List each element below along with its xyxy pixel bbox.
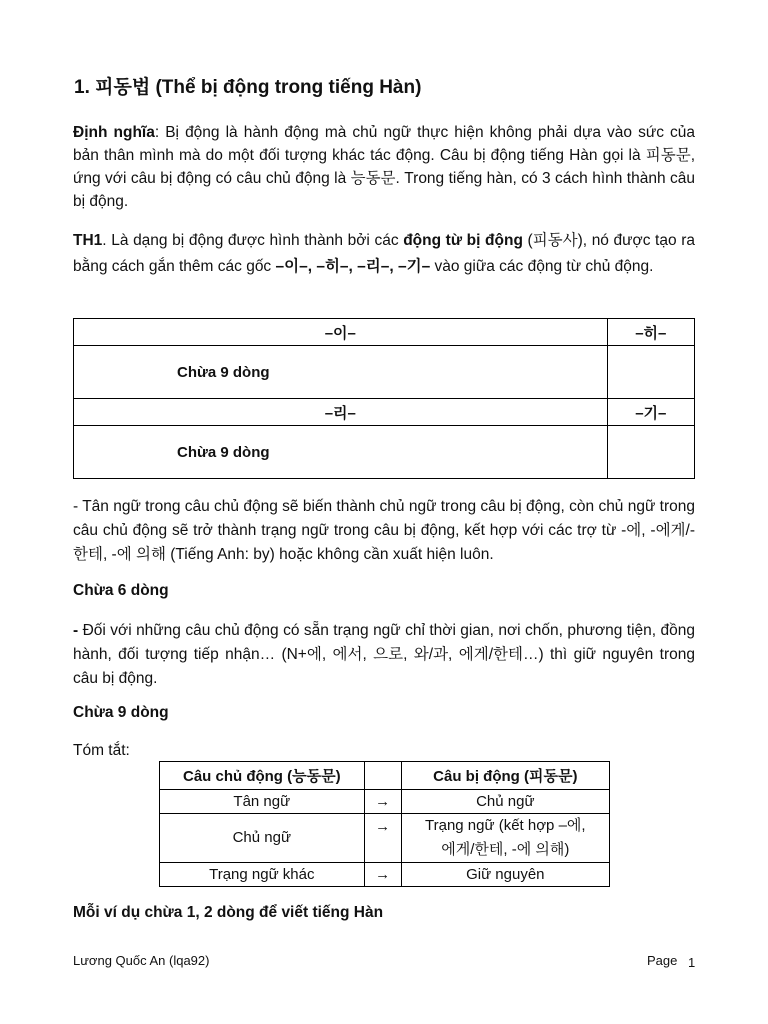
th1-text2: (피동사), nó được tạo ra bằng cách gắn thêm các gốc	[73, 232, 695, 275]
bullet-paragraph-1: - Tân ngữ trong câu chủ động sẽ biến thành chủ ngữ trong câu bị động, còn chủ ngữ trong câu chủ động sẽ trở thành trạng ngữ trong câu bị động, kết hợp với các trợ từ -에, -에게/-한테, -에 의해 (Tiếng Anh: by) hoặc không cần xuất hiện luôn.	[73, 498, 695, 563]
note-leave-6-lines: Chừa 6 dòng	[73, 582, 169, 599]
suffix-table-row	[74, 346, 695, 399]
suffix-table-row	[74, 426, 695, 479]
placeholder-text: Chừa 9 dòng	[177, 363, 270, 381]
arrow-icon: →	[364, 790, 401, 814]
passive-voice-header: Câu bị động (피동문)	[401, 762, 609, 790]
th1-text3: vào giữa các động từ chủ động.	[430, 258, 654, 275]
summary-label: Tóm tắt:	[73, 742, 130, 759]
active-cell: Chủ ngữ	[160, 814, 365, 863]
table-row	[160, 814, 610, 863]
definition-label: Định nghĩa	[73, 124, 155, 141]
passive-cell: Giữ nguyên	[401, 863, 609, 887]
passive-cell: Chủ ngữ	[401, 790, 609, 814]
table-row	[160, 863, 610, 887]
arrow-icon: →	[364, 863, 401, 887]
suffix-table-row	[74, 399, 695, 426]
footer-page-label: Page	[647, 953, 678, 968]
th1-text1: . Là dạng bị động được hình thành bởi các	[102, 232, 404, 249]
note-leave-9-lines: Chừa 9 dòng	[73, 704, 169, 721]
active-cell: Tân ngữ	[160, 790, 365, 814]
footer-author: Lương Quốc An (lqa92)	[73, 953, 210, 968]
th1-paragraph	[73, 228, 695, 280]
empty-cell	[607, 426, 694, 479]
footer-page-number: 1	[688, 955, 696, 970]
suffix-cell: –히–	[607, 319, 694, 346]
placeholder-cell	[74, 426, 608, 479]
definition-paragraph	[73, 121, 695, 213]
th1-label: TH1	[73, 232, 103, 249]
bullet-paragraph-2	[73, 619, 695, 691]
bullet-dash: -	[73, 622, 83, 639]
bullet-text: Đối với những câu chủ động có sẵn trạng ngữ chỉ thời gian, nơi chốn, phương tiện, đồng hành, đối tượng tiếp nhận… (N+에, 에서, 으로, 와/과, 에게/한테…) thì giữ nguyên trong câu bị động.	[73, 622, 696, 687]
placeholder-text: Chừa 9 dòng	[177, 443, 270, 461]
passive-cell	[401, 814, 609, 863]
th1-bold2: –이–, –히–, –리–, –기–	[275, 258, 431, 275]
passive-cell-line-2: 에게/한테, -에 의해)	[441, 841, 570, 858]
th1-bold1: động từ bị động	[403, 232, 523, 249]
arrow-icon: →	[364, 814, 401, 863]
note-examples: Mỗi ví dụ chừa 1, 2 dòng để viết tiếng Hàn	[73, 904, 384, 921]
suffix-cell: –이–	[74, 319, 608, 346]
placeholder-cell	[74, 346, 608, 399]
page-title: 1. 피동법 (Thể bị động trong tiếng Hàn)	[74, 77, 422, 98]
suffix-table	[73, 318, 695, 479]
active-voice-header: Câu chủ động (능동문)	[160, 762, 365, 790]
suffix-cell: –기–	[607, 399, 694, 426]
table-row	[160, 790, 610, 814]
passive-cell-line-1: Trạng ngữ (kết hợp –에,	[425, 817, 586, 834]
suffix-cell: –리–	[74, 399, 608, 426]
empty-cell	[607, 346, 694, 399]
active-cell: Trạng ngữ khác	[160, 863, 365, 887]
definition-text: : Bị động là hành động mà chủ ngữ thực hiện không phải dựa vào sức của bản thân mình mà do một đối tượng khác tác động. Câu bị động tiếng Hàn gọi là 피동문, ứng với câu bị động có câu chủ động là 능동문. Trong tiếng hàn, có 3 cách hình thành câu bị động.	[73, 124, 695, 210]
summary-table	[159, 761, 610, 887]
header-spacer	[364, 762, 401, 790]
suffix-table-row	[74, 319, 695, 346]
summary-header-row	[160, 762, 610, 790]
